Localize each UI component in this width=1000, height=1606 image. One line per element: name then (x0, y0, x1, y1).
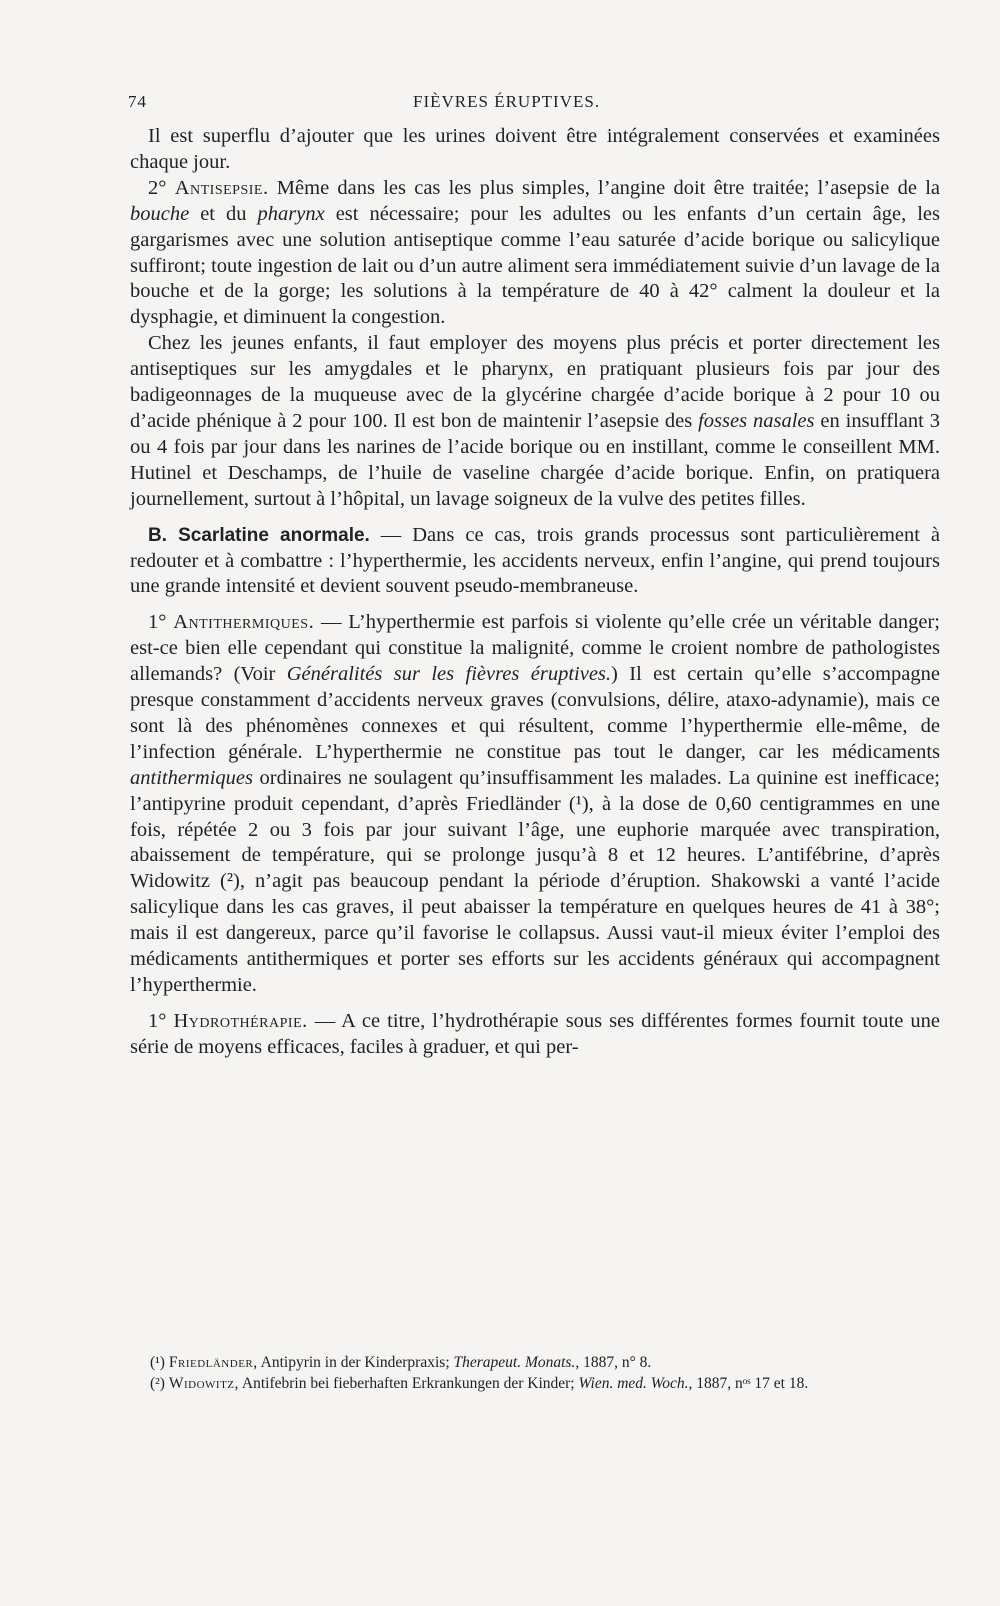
page-number: 74 (128, 92, 147, 111)
footnote-1: (¹) Friedländer, Antipyrin in der Kinderpraxis; Therapeut. Monats., 1887, n° 8. (150, 1354, 652, 1371)
body-text (130, 124, 940, 1061)
paragraph-antisepsie: 2° Antisepsie. Même dans les cas les plus simples, l’angine doit être traitée; l’asepsie de la bouche et du pharynx est nécessaire; pour les adultes ou les enfants d’un certain âge, les gargarismes avec une solution antiseptique comme l’eau saturée d’acide borique ou salicylique suffiront; toute ingestion de lait ou d’un autre aliment sera immédiatement suivie d’un lavage de la bouche et de la gorge; les solutions à la température de 40 à 42° calment la douleur et la dysphagie, et diminuent la congestion. (130, 176, 941, 329)
section-heading-antisepsie: Antisepsie. (174, 176, 269, 199)
paragraph-antithermiques: 1° Antithermiques. — L’hyperthermie est parfois si violente qu’elle crée un véritable danger; est-ce bien elle cependant qui constitue la malignité, comme le croient nombre de pathologistes allemands? (Voir Généralités sur les fièvres éruptives.) Il est certain qu’elle s’accompagne presque constamment d’accidents nerveux graves (convulsions, délire, ataxo-adynamie), mais ce sont là des phénomènes connexes et qui résultent, comme l’hyperthermie elle-même, de l’infection générale. L’hyperthermie ne constitue pas tout le danger, car les médicaments antithermiques ordinaires ne soulagent qu’insuffisamment les malades. La quinine est inefficace; l’antipyrine produit cependant, d’après Friedländer (¹), à la dose de 0,60 centigrammes en une fois, répétée 2 ou 3 fois par jour suivant l’âge, une euphorie marquée avec transpiration, abaissement de température, qui se prolonge jusqu’à 8 et 12 heures. L’antifébrine, d’après Widowitz (²), n’agit pas beaucoup pendant la période d’éruption. Shakowski a vanté l’acide salicylique dans les cas graves, il peut abaisser la température en quelques heures de 41 à 38°; mais il est dangereux, parce qu’il favorise le collapsus. Aussi vaut-il mieux éviter l’emploi des médicaments antithermiques et porter ses efforts sur les accidents généraux qui accompagnent l’hyperthermie. (130, 611, 940, 996)
section-heading-scarlatine: B. Scarlatine anormale. (148, 524, 370, 546)
paragraph-urines: Il est superflu d’ajouter que les urines doivent être intégralement conservées et examinées chaque jour. (130, 125, 940, 173)
footnotes (130, 1352, 940, 1394)
section-heading-hydrotherapie: Hydrothérapie. (173, 1009, 308, 1032)
paragraph-scarlatine-anormale: B. Scarlatine anormale. — Dans ce cas, trois grands processus sont particulièrement à redouter et à combattre : l’hyperthermie, les accidents nerveux, enfin l’angine, qui prend toujours une grande intensité et devient souvent pseudo-membraneuse. (130, 523, 940, 598)
running-header (128, 92, 918, 116)
section-heading-antithermiques: Antithermiques. (173, 611, 315, 634)
footnote-2: (²) Widowitz, Antifebrin bei fieberhaften Erkrankungen der Kinder; Wien. med. Woch., 1887, nᵒˢ 17 et 18. (150, 1375, 809, 1392)
paragraph-hydrotherapie: 1° Hydrothérapie. — A ce titre, l’hydrothérapie sous ses différentes formes fournit toute une série de moyens efficaces, faciles à graduer, et qui per- (130, 1009, 940, 1058)
running-title: FIÈVRES ÉRUPTIVES. (413, 92, 601, 111)
paragraph-jeunes-enfants: Chez les jeunes enfants, il faut employer des moyens plus précis et porter directement les antiseptiques sur les amygdales et le pharynx, en pratiquant plusieurs fois par jour des badigeonnages de la muqueuse avec de la glycérine chargée d’acide borique à 2 pour 10 ou d’acide phénique à 2 pour 100. Il est bon de maintenir l’asepsie des fosses nasales en insufflant 3 ou 4 fois par jour dans les narines de l’acide borique ou en instillant, comme le conseillent MM. Hutinel et Deschamps, de l’huile de vaseline chargée d’acide borique. Enfin, on pratiquera journellement, surtout à l’hôpital, un lavage soigneux de la vulve des petites filles. (130, 332, 940, 510)
